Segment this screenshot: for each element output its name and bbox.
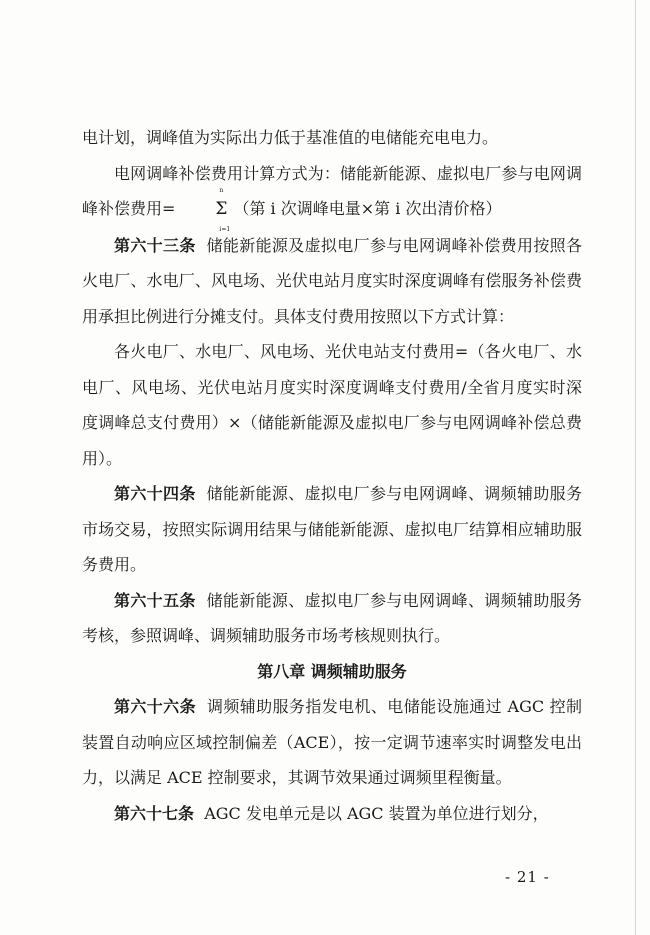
article-63-label: 第六十三条 — [114, 235, 196, 255]
article-64 — [82, 476, 582, 583]
article-67 — [82, 796, 582, 832]
article-65 — [82, 583, 582, 654]
article-63 — [82, 225, 582, 335]
paragraph-payment-formula — [82, 334, 582, 476]
scan-edge-line — [635, 0, 636, 935]
formula-body-text: （第 i 次调峰电量×第 i 次出清价格） — [233, 199, 502, 218]
text-line: 电计划，调峰值为实际出力低于基准值的电储能充电电力。 — [82, 128, 499, 147]
article-63-text: 储能新能源及虚拟电厂参与电网调峰补偿费用按照各火电厂、水电厂、风电场、光伏电站月度实时深度调峰有偿服务补偿费用承担比例进行分摊支付。具体支付费用按照以下方式计算： — [82, 235, 582, 326]
article-65-label: 第六十五条 — [114, 590, 196, 610]
article-64-text: 储能新能源、虚拟电厂参与电网调峰、调频辅助服务市场交易，按照实际调用结果与储能新能源、虚拟电厂结算相应辅助服务费用。 — [82, 484, 582, 574]
sigma-symbol — [183, 187, 231, 233]
article-64-label: 第六十四条 — [114, 484, 196, 503]
formula-intro-text: 电网调峰补偿费用计算方式为：储能新能源、虚拟电厂参与电网调峰补偿费用= — [82, 163, 582, 218]
sigma-glyph: Σ — [215, 199, 228, 219]
sigma-upper-limit: n — [219, 187, 224, 194]
article-66-label: 第六十六条 — [114, 697, 196, 716]
article-67-text: AGC 发电单元是以 AGC 装置为单位进行划分， — [204, 803, 549, 823]
payment-formula-text: 各火电厂、水电厂、风电场、光伏电站支付费用=（各火电厂、水电厂、风电场、光伏电站月度实时深度调峰支付费用/全省月度实时深度调峰总支付费用）×（储能新能源及虚拟电厂参与电网调峰补偿总费用）。 — [82, 342, 582, 468]
document-body — [82, 120, 582, 831]
paragraph-formula — [82, 156, 582, 233]
sigma-lower-limit: i=1 — [219, 225, 231, 233]
chapter-heading: 第八章 调频辅助服务 — [257, 661, 407, 681]
article-65-text: 储能新能源、虚拟电厂参与电网调峰、调频辅助服务考核，参照调峰、调频辅助服务市场考核规则执行。 — [82, 590, 582, 645]
paragraph-continuation — [82, 120, 582, 156]
article-66-text: 调频辅助服务指发电机、电储能设施通过 AGC 控制装置自动响应区域控制偏差（ACE），按一定调节速率实时调整发电出力，以满足 ACE 控制要求，其调节效果通过调频里程衡量。 — [82, 697, 582, 787]
article-67-label: 第六十七条 — [114, 803, 195, 823]
page-number: - 21 - — [505, 868, 550, 886]
article-66 — [82, 689, 582, 796]
